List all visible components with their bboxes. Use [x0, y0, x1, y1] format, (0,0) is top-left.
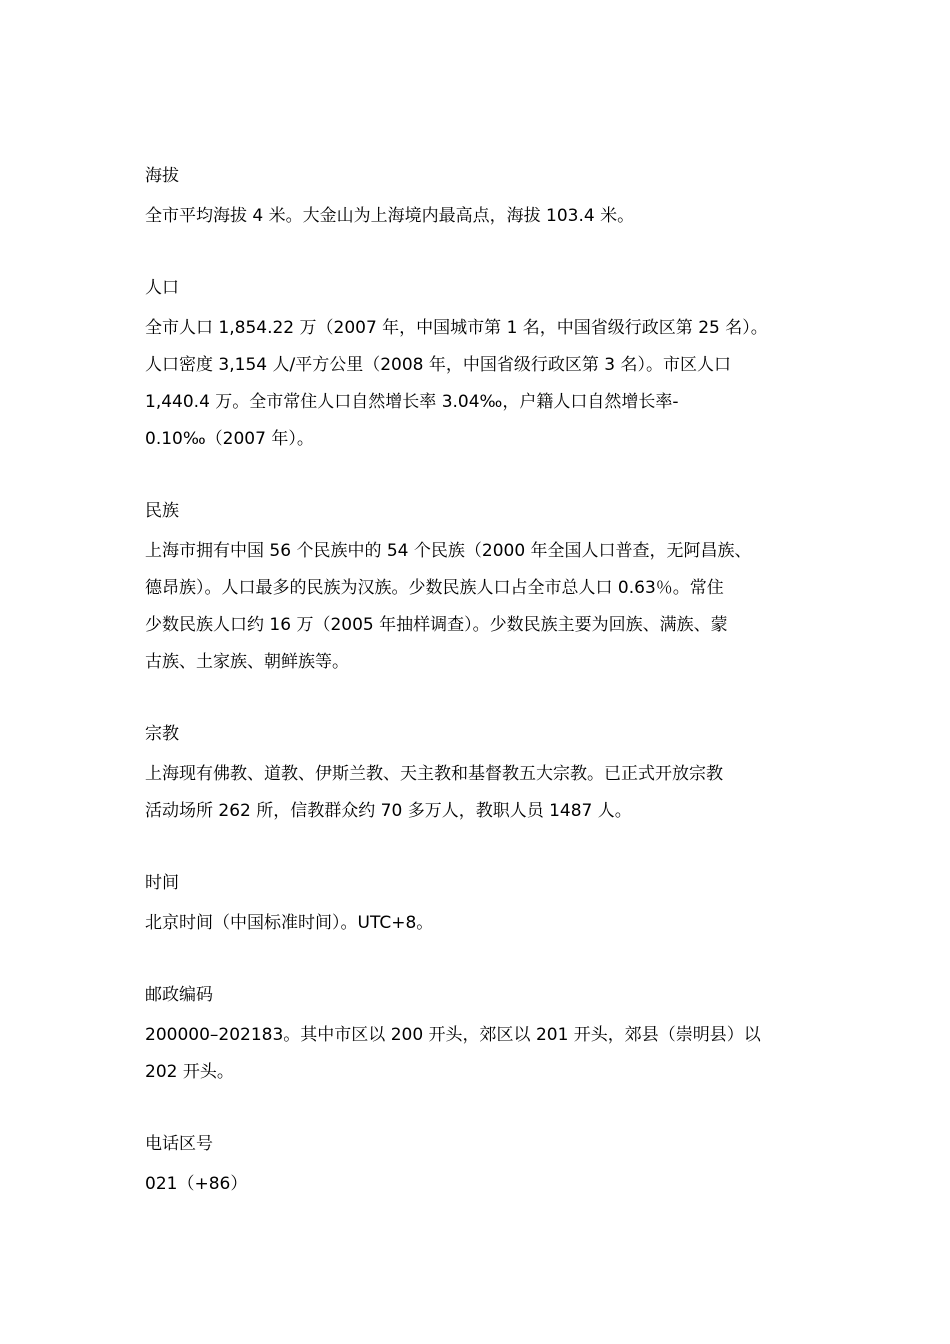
section-heading: 时间: [145, 873, 179, 893]
section-religion: [145, 719, 825, 830]
paragraph-line: 少数民族人口约 16 万（2005 年抽样调查）。少数民族主要为回族、满族、蒙: [145, 615, 728, 635]
paragraph-line: 全市平均海拔 4 米。大金山为上海境内最高点，海拔 103.4 米。: [145, 206, 635, 226]
paragraph-line: 人口密度 3,154 人/平方公里（2008 年，中国省级行政区第 3 名）。市区人口: [145, 355, 731, 375]
paragraph-line: 1,440.4 万。全市常住人口自然增长率 3.04‰，户籍人口自然增长率-: [145, 392, 679, 412]
section-heading: 电话区号: [145, 1134, 213, 1154]
paragraph-line: 德昂族）。人口最多的民族为汉族。少数民族人口占全市总人口 0.63％。常住: [145, 578, 724, 598]
paragraph-line: 上海市拥有中国 56 个民族中的 54 个民族（2000 年全国人口普查，无阿昌族、: [145, 541, 752, 561]
section-altitude: [145, 161, 825, 235]
section-heading: 人口: [145, 278, 179, 298]
paragraph-line: 200000–202183。其中市区以 200 开头，郊区以 201 开头，郊县（崇明县）以: [145, 1025, 761, 1045]
paragraph-line: 021（+86）: [145, 1174, 248, 1194]
section-heading: 民族: [145, 501, 179, 521]
paragraph-line: 活动场所 262 所，信教群众约 70 多万人，教职人员 1487 人。: [145, 801, 632, 821]
section-ethnicity: [145, 496, 825, 681]
paragraph-line: 202 开头。: [145, 1062, 234, 1082]
paragraph-line: 全市人口 1,854.22 万（2007 年，中国城市第 1 名，中国省级行政区第 25 名）。: [145, 318, 768, 338]
section-time: [145, 868, 825, 942]
section-phone-area-code: [145, 1129, 825, 1203]
section-postal-code: [145, 980, 825, 1091]
paragraph-line: 古族、土家族、朝鲜族等。: [145, 652, 349, 672]
section-heading: 邮政编码: [145, 985, 213, 1005]
section-population: [145, 273, 825, 458]
section-heading: 宗教: [145, 724, 179, 744]
document-page: [145, 161, 825, 1241]
paragraph-line: 上海现有佛教、道教、伊斯兰教、天主教和基督教五大宗教。已正式开放宗教: [145, 764, 723, 784]
paragraph-line: 北京时间（中国标准时间）。UTC+8。: [145, 913, 434, 933]
paragraph-line: 0.10‰（2007 年）。: [145, 429, 314, 449]
section-heading: 海拔: [145, 166, 179, 186]
